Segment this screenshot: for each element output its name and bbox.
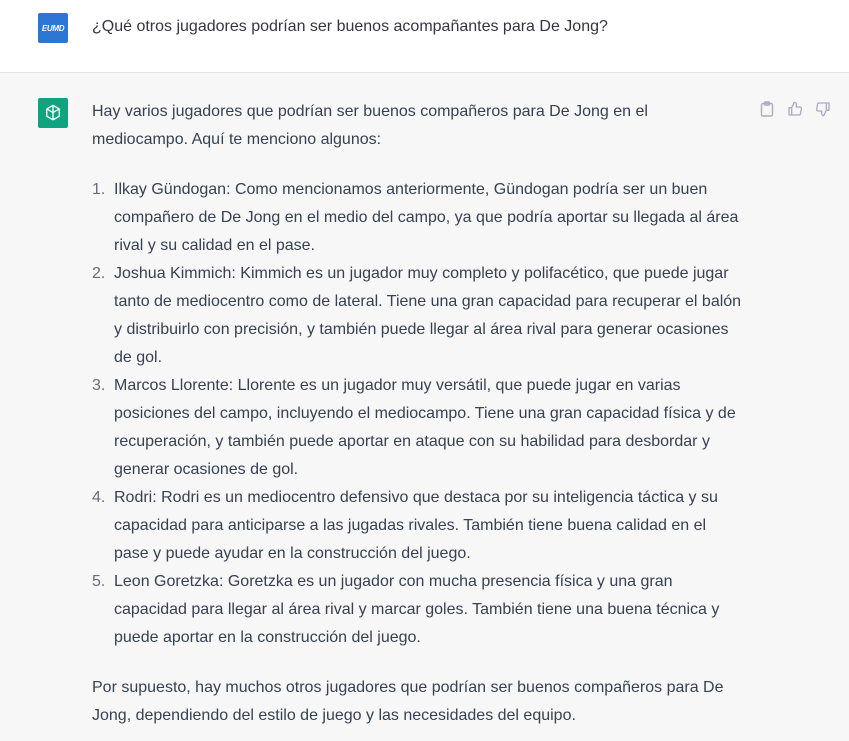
list-number: 4. [92, 489, 106, 506]
list-item-text: Marcos Llorente: Llorente es un jugador muy versátil, que puede jugar en varias posiciones del campo, incluyendo el mediocampo. Tiene una gran capacidad física y de recuperación, y también puede aportar en ataque con su habilidad para desbordar y generar ocasiones de gol. [114, 377, 736, 478]
list-number: 2. [92, 265, 106, 282]
list-item [92, 260, 742, 372]
list-number: 5. [92, 573, 106, 590]
list-item [92, 176, 742, 260]
clipboard-icon[interactable] [759, 101, 775, 117]
list-item [92, 372, 742, 484]
message-actions [759, 101, 831, 117]
thumbs-down-icon[interactable] [815, 101, 831, 117]
list-item-text: Leon Goretzka: Goretzka es un jugador con mucha presencia física y una gran capacidad para llegar al área rival y marcar goles. También tiene una buena técnica y puede aportar en la construcción del juego. [114, 573, 720, 646]
list-number: 1. [92, 181, 106, 198]
assistant-response [92, 98, 742, 730]
user-question: ¿Qué otros jugadores podrían ser buenos acompañantes para De Jong? [92, 18, 608, 35]
user-avatar [38, 13, 68, 43]
assistant-message [0, 73, 849, 741]
list-item-text: Joshua Kimmich: Kimmich es un jugador muy completo y polifacético, que puede jugar tanto de mediocentro como de lateral. Tiene una gran capacidad para recuperar el balón y distribuirlo con precisión, y también puede llegar al área rival para generar ocasiones de gol. [114, 265, 742, 366]
list-number: 3. [92, 377, 106, 394]
list-item [92, 568, 742, 652]
response-outro: Por supuesto, hay muchos otros jugadores que podrían ser buenos compañeros para De Jong, dependiendo del estilo de juego y las necesidades del equipo. [92, 679, 724, 724]
response-intro: Hay varios jugadores que podrían ser buenos compañeros para De Jong en el mediocampo. Aquí te menciono algunos: [92, 103, 648, 148]
list-item [92, 484, 742, 568]
user-message [0, 0, 849, 73]
user-avatar-label: EUMD [41, 23, 65, 33]
list-item-text: Ilkay Gündogan: Como mencionamos anteriormente, Gündogan podría ser un buen compañero de De Jong en el medio del campo, ya que podría aportar su llegada al área rival y su calidad en el pase. [114, 181, 739, 254]
player-list [92, 176, 742, 652]
list-item-text: Rodri: Rodri es un mediocentro defensivo que destaca por su inteligencia táctica y su capacidad para anticiparse a las jugadas rivales. También tiene buena calidad en el pase y puede ayudar en la construcción del juego. [114, 489, 718, 562]
openai-logo-icon [38, 98, 68, 128]
thumbs-up-icon[interactable] [787, 101, 803, 117]
